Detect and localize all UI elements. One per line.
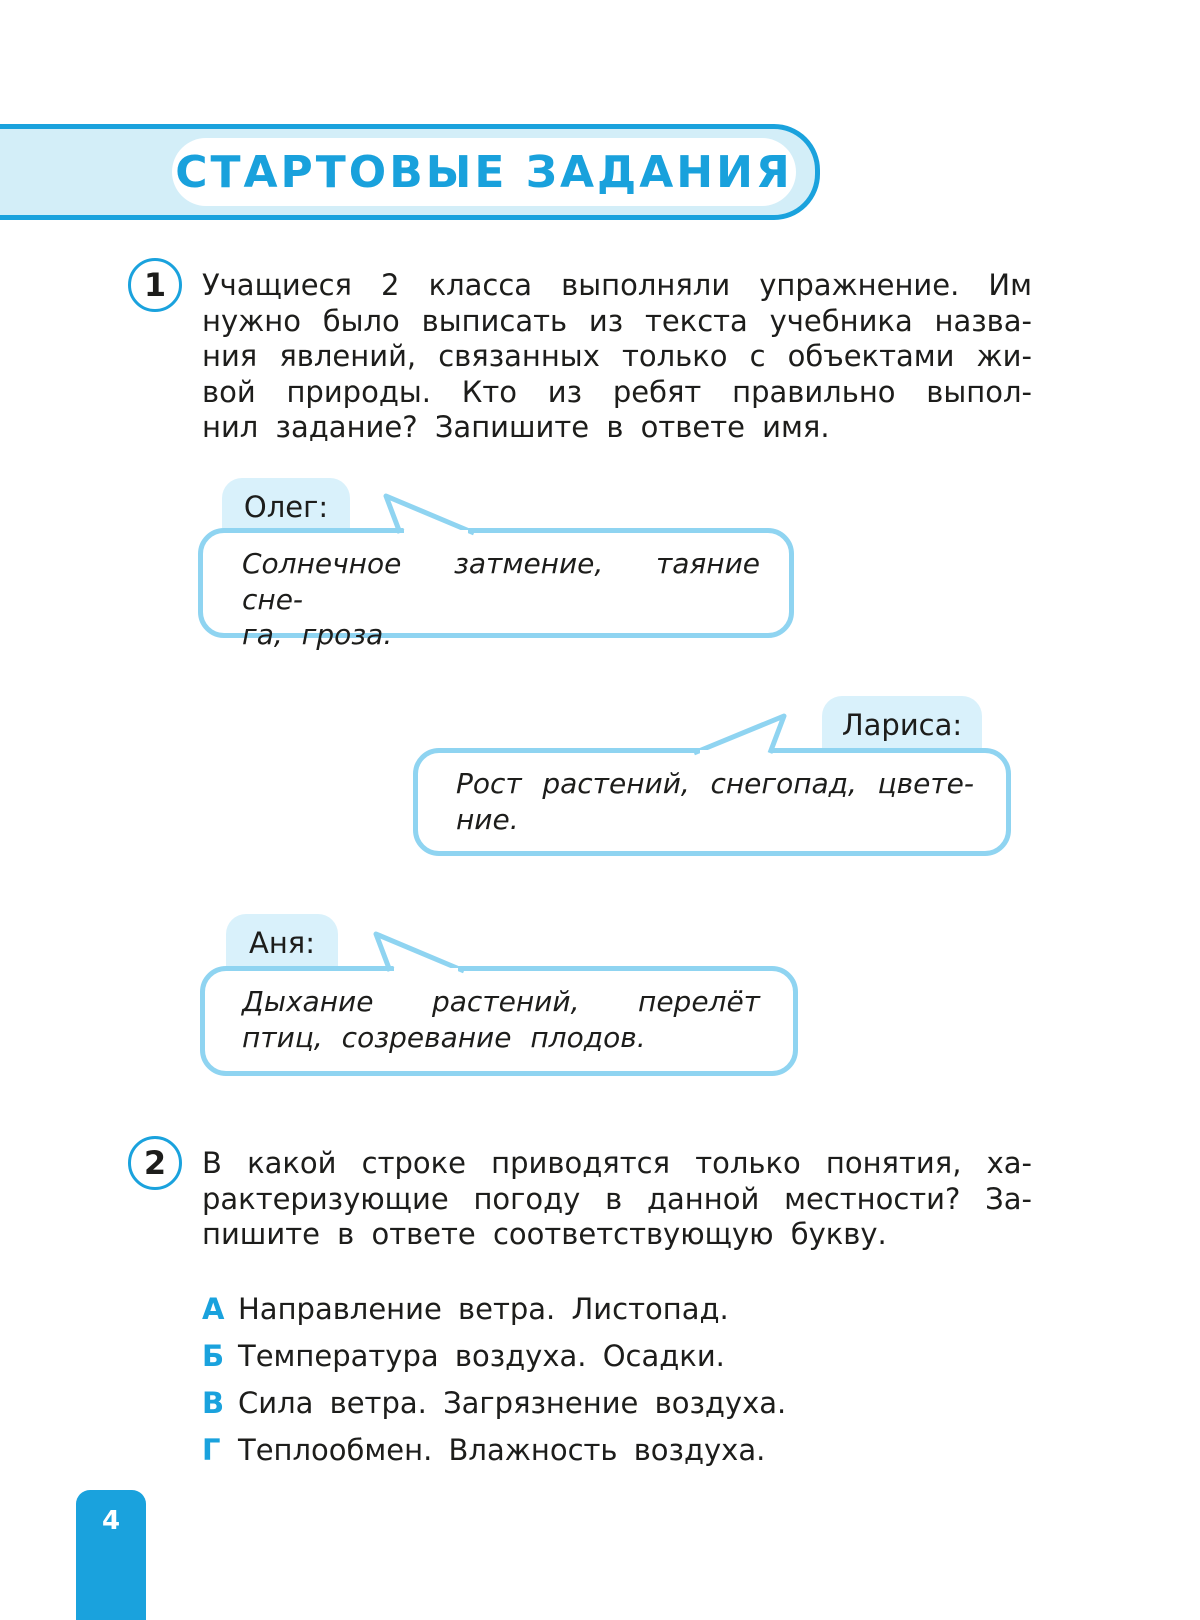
option-text: Теплообмен. Влажность воздуха. <box>238 1433 766 1467</box>
speaker-tag-anya: Аня: <box>226 914 338 972</box>
page-title: СТАРТОВЫЕ ЗАДАНИЯ <box>175 146 793 198</box>
task-2-line: В какой строке приводятся только понятия, ха- <box>202 1146 1032 1180</box>
option-v <box>202 1386 786 1420</box>
option-a <box>202 1292 729 1326</box>
option-g <box>202 1433 765 1467</box>
task-1-line: нужно было выписать из текста учебника назва- <box>202 303 1032 338</box>
speaker-tag-oleg: Олег: <box>222 478 350 536</box>
task-1-line: вой природы. Кто из ребят правильно выпол- <box>202 374 1032 409</box>
option-text: Температура воздуха. Осадки. <box>238 1339 725 1373</box>
option-text: Сила ветра. Загрязнение воздуха. <box>238 1386 787 1420</box>
answer-line: Рост растений, снегопад, цвете- <box>456 767 974 800</box>
task-1-line: ния явлений, связанных только с объектами жи- <box>202 339 1032 373</box>
task-1-line: Учащиеся 2 класса выполняли упражнение. Им <box>202 268 1032 302</box>
answer-line: Дыхание растений, перелёт <box>242 985 760 1018</box>
answer-line: га, гроза. <box>242 618 393 651</box>
task-1-text <box>202 268 1032 446</box>
bubble-tail-anya <box>360 922 480 982</box>
task-2-line: пишите в ответе соответствующую букву. <box>202 1217 887 1251</box>
option-b <box>202 1339 725 1373</box>
bubble-tail-oleg <box>370 484 490 544</box>
answer-line: Солнечное затмение, таяние сне- <box>242 547 760 616</box>
answer-line: ние. <box>456 802 519 836</box>
answer-text-oleg <box>242 546 760 653</box>
option-letter: Г <box>202 1433 221 1467</box>
option-letter: Б <box>202 1339 225 1373</box>
option-letter: В <box>202 1386 225 1420</box>
task-number-2: 2 <box>128 1136 182 1190</box>
task-2-line: рактеризующие погоду в данной местности? За- <box>202 1181 1032 1216</box>
task-1-line: нил задание? Запишите в ответе имя. <box>202 410 830 444</box>
page-number: 4 <box>101 1506 121 1536</box>
answer-text-anya <box>242 984 760 1055</box>
answer-text-larisa <box>456 766 974 837</box>
option-text: Направление ветра. Листопад. <box>238 1292 729 1326</box>
option-letter: А <box>202 1292 225 1326</box>
speaker-tag-larisa: Лариса: <box>822 696 982 754</box>
task-number-1: 1 <box>128 258 182 312</box>
bubble-tail-larisa <box>690 704 810 764</box>
task-2-text <box>202 1146 1032 1253</box>
answer-line: птиц, созревание плодов. <box>242 1020 646 1054</box>
